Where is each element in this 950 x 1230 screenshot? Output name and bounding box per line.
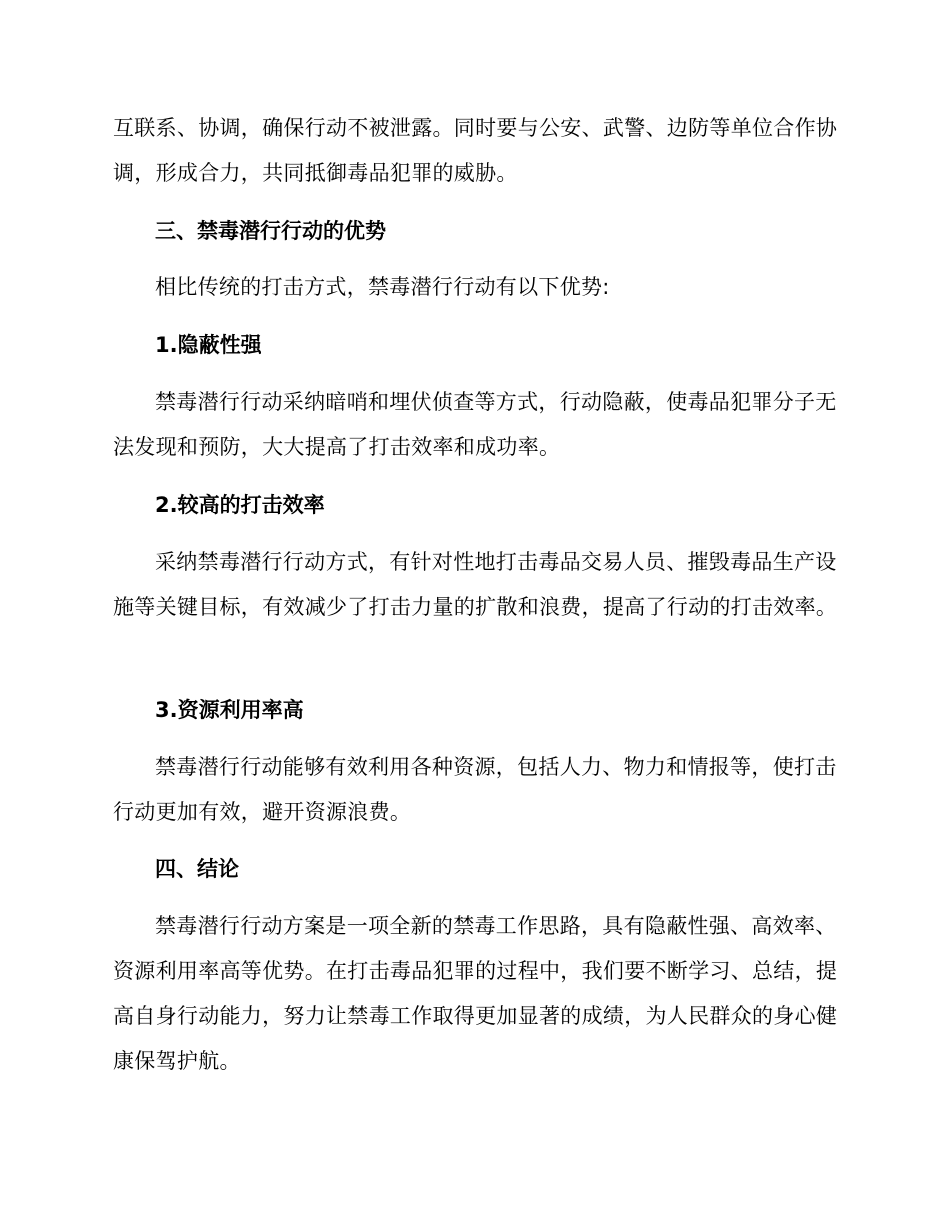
intro-paragraph: 相比传统的打击方式，禁毒潜行行动有以下优势: — [155, 275, 610, 299]
section-heading-conclusion: 四、结论 — [155, 857, 239, 881]
subheading-concealment: 1.隐蔽性强 — [155, 333, 262, 357]
subheading-resources: 3.资源利用率高 — [155, 698, 304, 722]
section-heading-advantages: 三、禁毒潜行行动的优势 — [155, 219, 386, 243]
conclusion-paragraph: 禁毒潜行行动方案是一项全新的禁毒工作思路，具有隐蔽性强、高效率、资源利用率高等优势。在打击毒品犯罪的过程中，我们要不断学习、总结，提高自身行动能力，努力让禁毒工作取得更加显著的成绩，为人民群众的身心健康保驾护航。 — [113, 914, 838, 1073]
paragraph-efficiency: 采纳禁毒潜行行动方式，有针对性地打击毒品交易人员、摧毁毒品生产设施等关键目标，有效减少了打击力量的扩散和浪费，提高了行动的打击效率。 — [113, 550, 838, 619]
continued-paragraph: 互联系、协调，确保行动不被泄露。同时要与公安、武警、边防等单位合作协调，形成合力，共同抵御毒品犯罪的威胁。 — [113, 116, 838, 185]
subheading-efficiency: 2.较高的打击效率 — [155, 493, 325, 517]
paragraph-resources: 禁毒潜行行动能够有效利用各种资源，包括人力、物力和情报等，使打击行动更加有效，避开资源浪费。 — [113, 755, 837, 824]
paragraph-concealment: 禁毒潜行行动采纳暗哨和埋伏侦查等方式，行动隐蔽，使毒品犯罪分子无法发现和预防，大大提高了打击效率和成功率。 — [113, 390, 837, 459]
